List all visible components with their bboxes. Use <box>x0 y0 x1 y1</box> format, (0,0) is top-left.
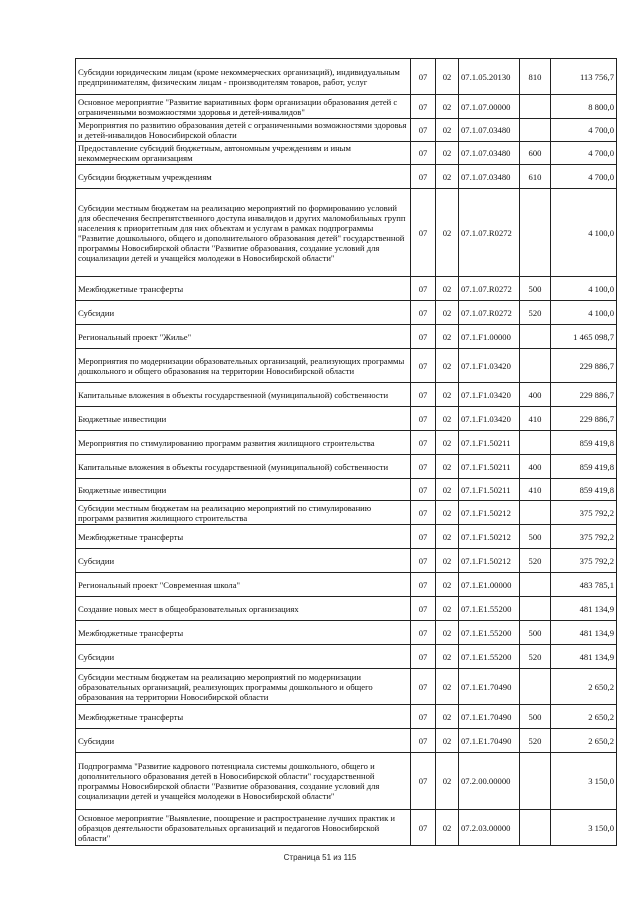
row-pr-cell: 02 <box>436 95 459 119</box>
row-rz-cell: 07 <box>411 479 436 501</box>
row-name-cell: Межбюджетные трансферты <box>76 525 411 549</box>
table-row <box>76 407 617 431</box>
row-sum-cell: 481 134,9 <box>551 645 617 669</box>
table-row <box>76 142 617 165</box>
row-sum-cell: 229 886,7 <box>551 407 617 431</box>
row-rz-cell: 07 <box>411 705 436 729</box>
row-vr-cell: 810 <box>520 59 551 95</box>
row-sum-cell: 4 100,0 <box>551 301 617 325</box>
row-name-cell: Бюджетные инвестиции <box>76 407 411 431</box>
row-sum-cell: 481 134,9 <box>551 621 617 645</box>
row-pr-cell: 02 <box>436 501 459 525</box>
row-sum-cell: 375 792,2 <box>551 549 617 573</box>
row-cs-cell: 07.1.05.20130 <box>459 59 520 95</box>
row-pr-cell: 02 <box>436 407 459 431</box>
row-pr-cell: 02 <box>436 597 459 621</box>
row-vr-cell: 520 <box>520 729 551 753</box>
row-cs-cell: 07.1.07.R0272 <box>459 301 520 325</box>
row-vr-cell <box>520 573 551 597</box>
row-vr-cell: 500 <box>520 621 551 645</box>
row-name-cell: Субсидии <box>76 301 411 325</box>
row-rz-cell: 07 <box>411 119 436 142</box>
row-vr-cell <box>520 189 551 277</box>
row-rz-cell: 07 <box>411 142 436 165</box>
row-cs-cell: 07.1.07.00000 <box>459 95 520 119</box>
row-pr-cell: 02 <box>436 325 459 349</box>
row-cs-cell: 07.1.F1.50212 <box>459 549 520 573</box>
row-name-cell: Мероприятия по стимулированию программ развития жилищного строительства <box>76 431 411 455</box>
row-vr-cell: 520 <box>520 549 551 573</box>
row-cs-cell: 07.1.E1.00000 <box>459 573 520 597</box>
row-rz-cell: 07 <box>411 383 436 407</box>
row-rz-cell: 07 <box>411 573 436 597</box>
row-pr-cell: 02 <box>436 573 459 597</box>
row-vr-cell <box>520 669 551 705</box>
row-sum-cell: 859 419,8 <box>551 455 617 479</box>
row-vr-cell: 500 <box>520 705 551 729</box>
row-vr-cell <box>520 431 551 455</box>
row-rz-cell: 07 <box>411 59 436 95</box>
row-sum-cell: 2 650,2 <box>551 729 617 753</box>
row-pr-cell: 02 <box>436 165 459 189</box>
row-pr-cell: 02 <box>436 810 459 846</box>
row-name-cell: Субсидии местным бюджетам на реализацию мероприятий по модернизации образовательных организаций, реализующих программы дошкольного и общего образования на территории Новосибирской области <box>76 669 411 705</box>
row-pr-cell: 02 <box>436 189 459 277</box>
row-pr-cell: 02 <box>436 455 459 479</box>
row-name-cell: Основное мероприятие "Выявление, поощрение и распространение лучших практик и образцов деятельности образовательных организаций и педагогов Новосибирской области" <box>76 810 411 846</box>
row-sum-cell: 483 785,1 <box>551 573 617 597</box>
table-row <box>76 301 617 325</box>
row-cs-cell: 07.1.07.R0272 <box>459 189 520 277</box>
row-name-cell: Субсидии <box>76 729 411 753</box>
row-name-cell: Предоставление субсидий бюджетным, автономным учреждениям и иным некоммерческим организациям <box>76 142 411 165</box>
row-rz-cell: 07 <box>411 525 436 549</box>
row-cs-cell: 07.1.07.03480 <box>459 142 520 165</box>
row-rz-cell: 07 <box>411 669 436 705</box>
row-cs-cell: 07.1.E1.55200 <box>459 597 520 621</box>
row-pr-cell: 02 <box>436 669 459 705</box>
row-pr-cell: 02 <box>436 705 459 729</box>
row-cs-cell: 07.1.E1.55200 <box>459 621 520 645</box>
row-vr-cell: 610 <box>520 165 551 189</box>
row-name-cell: Субсидии местным бюджетам на реализацию мероприятий по формированию условий для обеспечения беспрепятственного доступа инвалидов и других маломобильных групп населения к приоритетным для них объектам и услугам в рамках подпрограммы "Развитие дошкольного, общего и дополнительного образования детей" государственной программы Новосибирской области "Развитие образования, создание условий для социализации детей и учащейся молодежи в Новосибирской области" <box>76 189 411 277</box>
row-cs-cell: 07.1.E1.70490 <box>459 729 520 753</box>
row-rz-cell: 07 <box>411 325 436 349</box>
table-row <box>76 729 617 753</box>
row-vr-cell: 520 <box>520 645 551 669</box>
row-vr-cell <box>520 753 551 810</box>
row-pr-cell: 02 <box>436 753 459 810</box>
table-row <box>76 479 617 501</box>
table-row <box>76 573 617 597</box>
row-pr-cell: 02 <box>436 645 459 669</box>
table-row <box>76 705 617 729</box>
row-cs-cell: 07.1.F1.50212 <box>459 501 520 525</box>
row-name-cell: Региональный проект "Современная школа" <box>76 573 411 597</box>
row-vr-cell <box>520 501 551 525</box>
row-cs-cell: 07.1.F1.50212 <box>459 525 520 549</box>
row-sum-cell: 3 150,0 <box>551 753 617 810</box>
row-name-cell: Региональный проект "Жилье" <box>76 325 411 349</box>
row-pr-cell: 02 <box>436 119 459 142</box>
row-vr-cell: 410 <box>520 479 551 501</box>
row-rz-cell: 07 <box>411 407 436 431</box>
budget-table-body <box>76 59 617 846</box>
row-name-cell: Капитальные вложения в объекты государственной (муниципальной) собственности <box>76 455 411 479</box>
table-row <box>76 349 617 383</box>
row-pr-cell: 02 <box>436 383 459 407</box>
row-sum-cell: 1 465 098,7 <box>551 325 617 349</box>
row-pr-cell: 02 <box>436 301 459 325</box>
table-row <box>76 621 617 645</box>
table-row <box>76 645 617 669</box>
row-sum-cell: 113 756,7 <box>551 59 617 95</box>
row-rz-cell: 07 <box>411 810 436 846</box>
row-rz-cell: 07 <box>411 349 436 383</box>
table-row <box>76 669 617 705</box>
row-pr-cell: 02 <box>436 479 459 501</box>
row-cs-cell: 07.2.03.00000 <box>459 810 520 846</box>
row-cs-cell: 07.1.F1.03420 <box>459 349 520 383</box>
row-vr-cell: 600 <box>520 142 551 165</box>
row-sum-cell: 4 100,0 <box>551 277 617 301</box>
table-row <box>76 95 617 119</box>
row-pr-cell: 02 <box>436 349 459 383</box>
table-row <box>76 119 617 142</box>
row-sum-cell: 4 700,0 <box>551 165 617 189</box>
row-cs-cell: 07.1.07.R0272 <box>459 277 520 301</box>
row-sum-cell: 375 792,2 <box>551 501 617 525</box>
row-name-cell: Межбюджетные трансферты <box>76 621 411 645</box>
row-sum-cell: 2 650,2 <box>551 669 617 705</box>
row-pr-cell: 02 <box>436 525 459 549</box>
table-row <box>76 325 617 349</box>
table-row <box>76 810 617 846</box>
row-vr-cell: 410 <box>520 407 551 431</box>
row-sum-cell: 3 150,0 <box>551 810 617 846</box>
row-cs-cell: 07.1.F1.50211 <box>459 479 520 501</box>
row-name-cell: Межбюджетные трансферты <box>76 705 411 729</box>
row-rz-cell: 07 <box>411 431 436 455</box>
table-row <box>76 59 617 95</box>
row-rz-cell: 07 <box>411 729 436 753</box>
row-name-cell: Подпрограмма "Развитие кадрового потенциала системы дошкольного, общего и дополнительного образования детей в Новосибирской области" государственной программы Новосибирской области "Развитие образования, создание условий для социализации детей и учащейся молодежи в Новосибирской области" <box>76 753 411 810</box>
row-vr-cell: 500 <box>520 525 551 549</box>
row-vr-cell: 500 <box>520 277 551 301</box>
table-row <box>76 549 617 573</box>
row-sum-cell: 8 800,0 <box>551 95 617 119</box>
row-sum-cell: 481 134,9 <box>551 597 617 621</box>
row-name-cell: Основное мероприятие "Развитие вариативных форм организации образования детей с ограниченными возможностями здоровья и детей-инвалидов" <box>76 95 411 119</box>
page-footer: Страница 51 из 115 <box>283 853 357 862</box>
row-name-cell: Капитальные вложения в объекты государственной (муниципальной) собственности <box>76 383 411 407</box>
row-pr-cell: 02 <box>436 142 459 165</box>
table-row <box>76 455 617 479</box>
row-cs-cell: 07.1.F1.03420 <box>459 383 520 407</box>
row-name-cell: Межбюджетные трансферты <box>76 277 411 301</box>
row-rz-cell: 07 <box>411 277 436 301</box>
row-sum-cell: 229 886,7 <box>551 349 617 383</box>
row-rz-cell: 07 <box>411 189 436 277</box>
row-vr-cell: 400 <box>520 383 551 407</box>
row-rz-cell: 07 <box>411 597 436 621</box>
row-rz-cell: 07 <box>411 95 436 119</box>
row-vr-cell <box>520 597 551 621</box>
row-cs-cell: 07.1.E1.70490 <box>459 669 520 705</box>
row-name-cell: Субсидии бюджетным учреждениям <box>76 165 411 189</box>
row-vr-cell <box>520 810 551 846</box>
row-cs-cell: 07.1.07.03480 <box>459 165 520 189</box>
row-rz-cell: 07 <box>411 301 436 325</box>
row-name-cell: Создание новых мест в общеобразовательных организациях <box>76 597 411 621</box>
row-rz-cell: 07 <box>411 549 436 573</box>
table-row <box>76 189 617 277</box>
row-rz-cell: 07 <box>411 501 436 525</box>
row-cs-cell: 07.1.E1.70490 <box>459 705 520 729</box>
row-rz-cell: 07 <box>411 621 436 645</box>
row-cs-cell: 07.2.00.00000 <box>459 753 520 810</box>
row-vr-cell <box>520 95 551 119</box>
table-row <box>76 383 617 407</box>
row-sum-cell: 375 792,2 <box>551 525 617 549</box>
row-vr-cell <box>520 349 551 383</box>
table-row <box>76 277 617 301</box>
row-pr-cell: 02 <box>436 729 459 753</box>
row-vr-cell <box>520 119 551 142</box>
row-rz-cell: 07 <box>411 753 436 810</box>
row-sum-cell: 859 419,8 <box>551 479 617 501</box>
row-cs-cell: 07.1.F1.50211 <box>459 455 520 479</box>
row-cs-cell: 07.1.F1.03420 <box>459 407 520 431</box>
row-vr-cell <box>520 325 551 349</box>
row-name-cell: Субсидии <box>76 549 411 573</box>
row-pr-cell: 02 <box>436 59 459 95</box>
row-sum-cell: 859 419,8 <box>551 431 617 455</box>
row-cs-cell: 07.1.E1.55200 <box>459 645 520 669</box>
row-rz-cell: 07 <box>411 455 436 479</box>
row-vr-cell: 520 <box>520 301 551 325</box>
row-sum-cell: 2 650,2 <box>551 705 617 729</box>
table-row <box>76 501 617 525</box>
row-name-cell: Субсидии юридическим лицам (кроме некоммерческих организаций), индивидуальным предпринимателям, физическим лицам - производителям товаров, работ, услуг <box>76 59 411 95</box>
table-row <box>76 431 617 455</box>
row-name-cell: Субсидии <box>76 645 411 669</box>
row-sum-cell: 4 700,0 <box>551 119 617 142</box>
row-rz-cell: 07 <box>411 645 436 669</box>
row-pr-cell: 02 <box>436 277 459 301</box>
budget-table <box>75 58 617 846</box>
row-pr-cell: 02 <box>436 621 459 645</box>
row-cs-cell: 07.1.F1.50211 <box>459 431 520 455</box>
row-name-cell: Мероприятия по развитию образования детей с ограниченными возможностями здоровья и детей-инвалидов Новосибирской области <box>76 119 411 142</box>
table-row <box>76 753 617 810</box>
table-row <box>76 165 617 189</box>
row-pr-cell: 02 <box>436 431 459 455</box>
row-name-cell: Мероприятия по модернизации образовательных организаций, реализующих программы дошкольного и общего образования на территории Новосибирской области <box>76 349 411 383</box>
row-sum-cell: 4 100,0 <box>551 189 617 277</box>
row-cs-cell: 07.1.07.03480 <box>459 119 520 142</box>
row-sum-cell: 229 886,7 <box>551 383 617 407</box>
row-cs-cell: 07.1.F1.00000 <box>459 325 520 349</box>
table-row <box>76 597 617 621</box>
row-vr-cell: 400 <box>520 455 551 479</box>
row-rz-cell: 07 <box>411 165 436 189</box>
table-row <box>76 525 617 549</box>
row-name-cell: Субсидии местным бюджетам на реализацию мероприятий по стимулированию программ развития жилищного строительства <box>76 501 411 525</box>
row-sum-cell: 4 700,0 <box>551 142 617 165</box>
row-name-cell: Бюджетные инвестиции <box>76 479 411 501</box>
row-pr-cell: 02 <box>436 549 459 573</box>
